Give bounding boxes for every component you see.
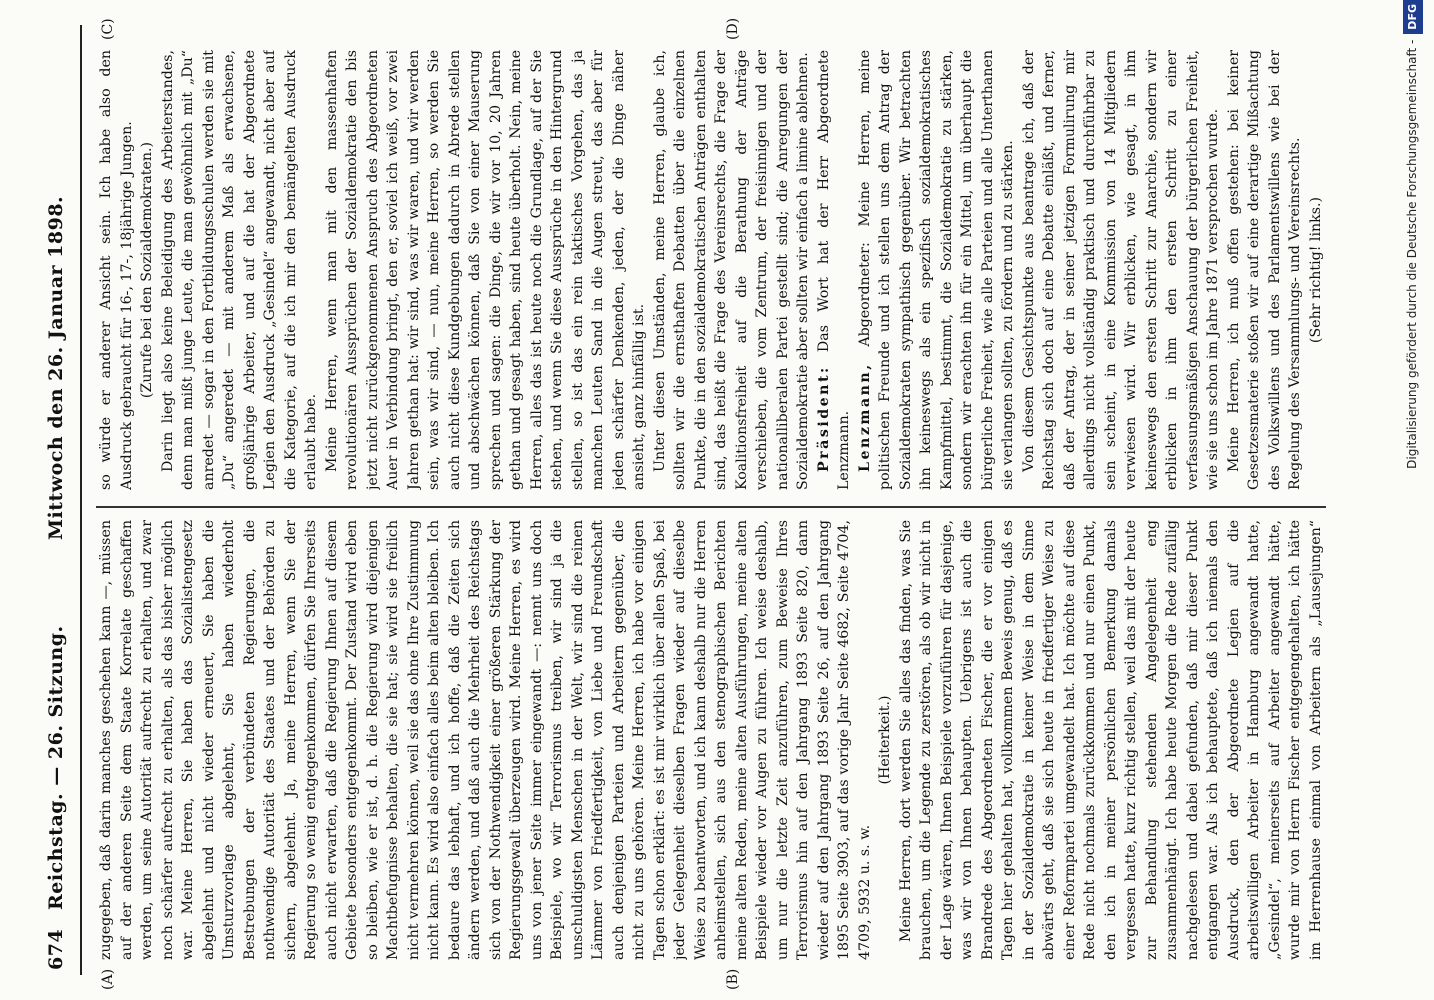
president-label: Präsident: (815, 365, 832, 472)
interjection: (Zurufe bei den Sozialdemokraten.) (139, 141, 155, 399)
header-left-title: Reichstag. — 26. Sitzung. (45, 625, 67, 910)
credit-text: Digitalisierung gefördert durch die Deutsche Forschungsgemeinschaft - (1405, 39, 1419, 469)
header-rule (80, 25, 82, 975)
paragraph: Unter diesen Umständen, meine Herren, glaube ich, sollten wir die ernsthaften Debatten über die einzelnen Punkte, die in den sozialdemokratischen Anträgen enthalten sind, das heißt die Frage des Vereinsrechts, die Frage der Koalitionsfreiheit auf die Berathung der Anträge verschieben, die vom Zentrum, der freisinnigen und der nationalliberalen Partei gestellt sind; die Anregungen der Sozialdemokratie aber sollten wir einfach a limine ablehnen. (651, 50, 811, 490)
paragraph: Meine Herren, ich muß offen gestehen: bei keiner Gesetzesmaterie stoßen wir auf eine derartige Mißachtung des Volkswillens und des Parlamentswillens wie bei der Regelung des Versammlungs- und Vereinsrechts. (1225, 50, 1303, 490)
margin-marker-d: (D) (725, 17, 741, 40)
paragraph: Meine Herren, dort werden Sie alles das finden, was Sie brauchen, um die Legende zu zerstören, als ob wir nicht in der Lage wären, Ihnen Beispiele vorzuführen für dasjenige, was wir von Ihnen behaupten. Uebrigens ist auch die Brandrede des Abgeordneten Fischer, die er vor einigen Tagen hier gehalten hat, vollkommen Beweis genug, daß es in der Sozialdemokratie in keiner Weise in dem Sinne abwärts geht, daß sie sich heute in friedfertiger Weise zu einer Reformpartei umgewandelt hat. Ich möchte auf diese Rede nicht nochmals zurückkommen und nur einen Punkt, den ich in meiner persönlichen Bemerkung damals vergessen hatte, kurz richtig stellen, weil das mit der heute zur Behandlung stehenden Angelegenheit eng zusammenhängt. Ich habe heute Morgen die Rede zufällig nachgelesen und dabei gefunden, daß mir dieser Punkt entgangen war. Als ich behauptete, daß ich niemals den Ausdruck, den der Abgeordnete Legien auf die arbeitswilligen Arbeiter in Hamburg angewandt hatte, „Gesindel“, meinerseits auf Arbeiter angewandt hätte, wurde mir von Herrn Fischer entgegengehalten, ich hätte im Herrenhause einmal von Arbeitern als „Lausejungen“ (897, 520, 1324, 960)
interjection: (Heiterkeit.) (877, 695, 893, 785)
paragraph: Von diesem Gesichtspunkte aus beantrage ich, daß der Reichstag sich doch auf eine Debatte einläßt, und ferner, daß der Antrag, der in seiner jetzigen Formulirung mir allerdings nicht vollständig praktisch und durchführbar zu sein scheint, in eine Kommission von 14 Mitgliedern verwiesen wird. Wir erblicken, wie gesagt, in ihm keineswegs den ersten Schritt zur Anarchie, sondern wir erblicken in ihm den ersten Schritt zu einer verfassungsmäßigen Anschauung der bürgerlichen Freiheit, wie sie uns schon im Jahre 1871 versprochen wurde. (1020, 50, 1221, 490)
header-right-title: Mittwoch den 26. Januar 1898. (45, 195, 67, 540)
margin-marker-a: (A) (100, 968, 116, 990)
dfg-logo: DFG (1403, 0, 1423, 34)
running-header (45, 30, 73, 970)
right-column (96, 50, 1326, 490)
paragraph: Meine Herren, wenn man mit den massenhaften revolutionären Aussprüchen der Sozialdemokratie den bis jetzt nicht zurückgenommenen Anspruch des Abgeordneten Auer in Verbindung bringt, den er, soviel ich weiß, vor zwei Jahren gethan hat: wir sind, was wir waren, und wir werden sein, was wir sind, — nun, meine Herren, so werden Sie auch nicht diese Kundgebungen dadurch in Abrede stellen und abschwächen können, daß Sie von einer Mauserung sprechen und sagen: die Dinge, die wir vor 10, 20 Jahren gethan und gesagt haben, sind heute überholt. Nein, meine Herren, alles das ist heute noch die Grundlage, auf der Sie stehen, und wenn Sie diese Aussprüche in den Hintergrund stellen, so ist das ein rein taktisches Vorgehen, das ja manchen Leuten Sand in die Augen streut, das aber für jeden schärfer Denkenden, jeden, der die Dinge näher ansieht, ganz hinfällig ist. (323, 50, 647, 490)
interjection: (Sehr richtig! links.) (1307, 196, 1324, 344)
page-number: 674 (45, 928, 67, 970)
president-speech (814, 50, 855, 490)
paragraph: Darin liegt also keine Beleidigung des Arbeiterstandes, denn man mißt junge Leute, die man gewöhnlich mit „Du“ anredet — sogar in den Fortbildungsschulen werden sie mit „Du“ angeredet — mit anderem Maß als erwachsene, großjährige Arbeiter, und auf die hat der Abgeordnete Legien den Ausdruck „Gesindel“ angewandt, nicht aber auf die Kategorie, auf die ich mir den bemängelten Ausdruck erlaubt habe. (159, 50, 319, 490)
column-divider (96, 507, 1326, 509)
president-text: Das Wort hat der Herr Abgeordnete Lenzmann. (815, 50, 852, 490)
digitization-credit (1390, 0, 1434, 1000)
paragraph: so würde er anderer Ansicht sein. Ich habe also den Ausdruck gebraucht für 16-, 17-, 18jährige Jungen. (98, 50, 135, 490)
left-column (96, 520, 1326, 960)
margin-marker-c: (C) (100, 18, 116, 40)
margin-marker-b: (B) (725, 968, 741, 990)
speaker-name: Lenzmann, (856, 362, 873, 472)
paragraph: zugegeben, daß darin manches geschehen kann —, müssen auf der anderen Seite dem Staate Korrelate geschaffen werden, um seine Autorität aufrecht zu erhalten, und zwar noch schärfer aufrecht zu erhalten, als das bisher möglich war. Meine Herren, Sie haben das Sozialistengesetz abgelehnt und nicht wieder erneuert, Sie haben die Umsturzvorlage abgelehnt, Sie haben wiederholt Bestrebungen der verbündeten Regierungen, die nothwendige Autorität des Staates und der Behörden zu sichern, abgelehnt. Ja, meine Herren, wenn Sie der Regierung so wenig entgegenkommen, dürfen Sie Ihrerseits auch nicht erwarten, daß die Regierung Ihnen auf diesem Gebiete besonders entgegenkommt. Der Zustand wird eben so bleiben, wie er ist, d. h. die Regierung wird diejenigen Machtbefugnisse behalten, die sie hat; sie wird sie freilich nicht vermehren können, weil sie das ohne Ihre Zustimmung nicht kann. Es wird also einfach alles beim alten bleiben. Ich bedaure das lebhaft, und ich hoffe, daß die Zeiten sich ändern werden, und daß auch die Mehrheit des Reichstags sich von der Nothwendigkeit einer größeren Stärkung der Regierungsgewalt überzeugen wird. Meine Herren, es wird uns von jener Seite immer eingewandt —: nennt uns doch Beispiele, wo wir Terrorismus treiben, wir sind ja die unschuldigsten Menschen in der Welt, wir sind die reinen Lämmer von Friedfertigkeit, von Liebe und Freundschaft auch denjenigen Parteien und Arbeitern gegenüber, die nicht zu uns gehören. Meine Herren, ich habe vor einigen Tagen schon erklärt: es ist mir wirklich über allen Spaß, bei jeder Gelegenheit dieselben Fragen wieder auf dieselbe Weise zu beantworten, und ich kann deshalb nur die Herren anheimstellen, sich aus den stenographischen Berichten meine alten Reden, meine alten Ausführungen, meine alten Beispiele wieder vor Augen zu führen. Ich weise deshalb, um nur die letzte Zeit anzuführen, zum Beweise Ihres Terrorismus hin auf den Jahrgang 1893 Seite 820, dann wieder auf den Jahrgang 1893 Seite 26, auf den Jahrgang 1895 Seite 3903, auf das vorige Jahr Seite 4682, Seite 4704, 4709, 5932 u. s. w. (98, 520, 873, 960)
speaker-role: Abgeordneter: (856, 242, 873, 347)
credit-text-block (1402, 0, 1434, 1000)
speaker-text: Meine Herren, meine politischen Freunde und ich stellen uns dem Antrag der Sozialdemokraten sympathisch gegenüber. Wir betrachten ihn keineswegs als ein spezifisch sozialdemokratisches Kampfmittel, bestimmt, die Sozialdemokratie zu stärken, sondern wir erachten ihn für ein Mittel, um überhaupt die bürgerliche Freiheit, wie alle Parteien und alle Unterthanen sie verlangen sollten, zu fördern und zu stärken. (856, 50, 1016, 490)
speaker-line (855, 50, 1019, 490)
